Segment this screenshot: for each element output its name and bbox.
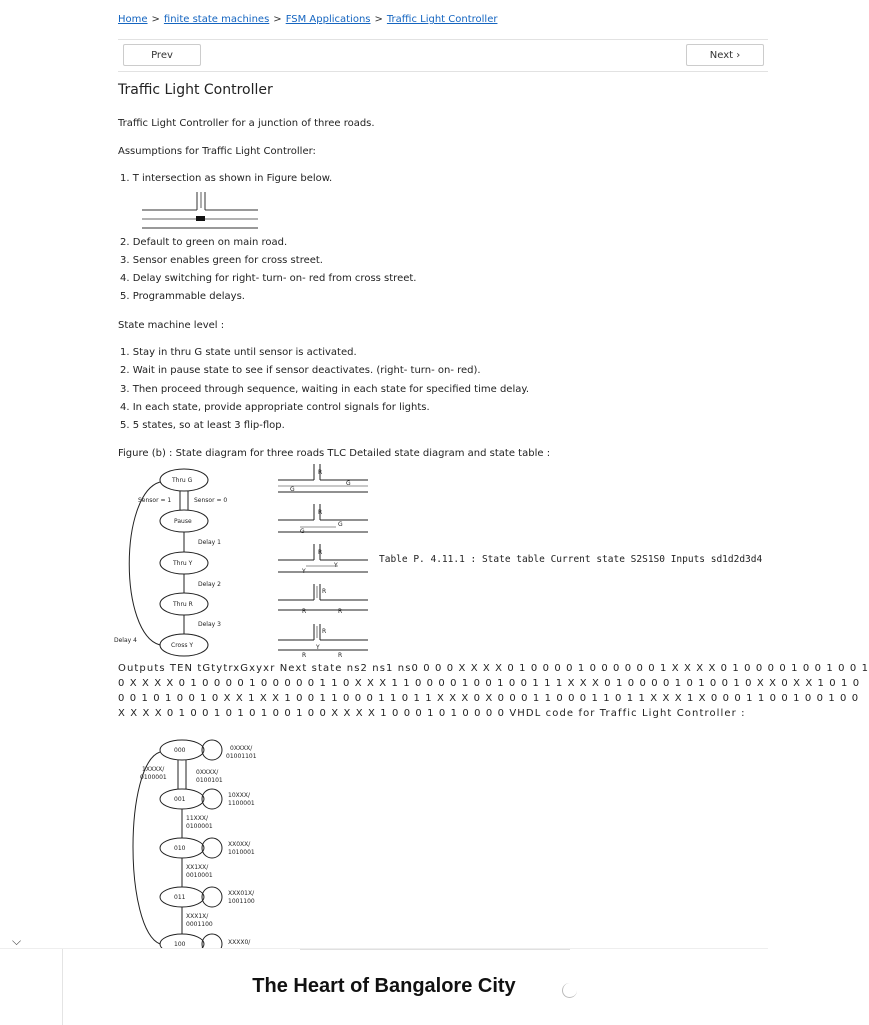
breadcrumb-separator: > (374, 14, 383, 25)
transition-label: Delay 3 (198, 621, 221, 628)
transition-label: 1001100 (228, 898, 255, 905)
light-label: R (338, 652, 343, 659)
light-label: Y (316, 644, 320, 651)
breadcrumb-applications-link[interactable]: FSM Applications (285, 14, 371, 25)
light-label: R (322, 588, 327, 595)
transition-label: XXX01X/ (228, 890, 255, 897)
list-item: 3. Sensor enables green for cross street. (120, 255, 323, 266)
divider (300, 949, 570, 950)
state-label: Pause (174, 518, 192, 525)
list-item: 3. Then proceed through sequence, waiting in each state for specified time delay. (120, 384, 530, 395)
figure-caption: Figure (b) : State diagram for three roads TLC Detailed state diagram and state table : (118, 448, 551, 459)
transition-label: 0100001 (186, 823, 213, 830)
transition-label: 0100001 (140, 774, 167, 781)
breadcrumb-fsm-link[interactable]: finite state machines (163, 14, 270, 25)
transition-label: Delay 1 (198, 539, 221, 546)
list-item: 1. T intersection as shown in Figure below. (120, 173, 333, 184)
ad-title: The Heart of Bangalore City (252, 975, 516, 997)
light-label: Y (334, 562, 338, 569)
outputs-line: Outputs TEN tGtytrxGxyxr Next state ns2 ns1 ns0 0 0 0 X X X X 0 1 0 0 0 0 1 0 0 0 0 0 0 1 X X X X 0 1 0 0 0 0 1 0 0 1 0 0 1 (118, 663, 869, 674)
state-code: 100 (174, 941, 186, 948)
transition-label: XX1XX/ (186, 864, 209, 871)
light-label: R (302, 652, 307, 659)
transition-label: XX0XX/ (228, 841, 251, 848)
state-label: Thru G (172, 477, 193, 484)
breadcrumb (118, 14, 497, 25)
encoded-state-diagram (124, 734, 284, 948)
transition-label: XXX1X/ (186, 913, 209, 920)
ad-banner[interactable] (0, 948, 768, 1025)
light-label: R (338, 608, 343, 615)
light-label: Y (302, 568, 306, 575)
divider (118, 39, 768, 40)
outputs-line: 0 0 1 0 1 0 0 1 0 X X 1 X X 1 0 0 1 1 0 0 0 1 1 0 1 1 X X X 0 X 0 0 0 1 1 0 0 0 1 1 0 1 1 X X X 1 X 0 0 0 1 1 0 0 1 0 0 1 0 0 (118, 693, 860, 704)
breadcrumb-home-link[interactable]: Home (118, 14, 148, 25)
state-diagram (114, 464, 244, 659)
transition-label: 0XXXX/ (196, 769, 219, 776)
outputs-line: 0 X X X X 0 1 0 0 0 0 1 0 0 0 0 0 1 1 0 X X X 1 1 0 0 0 0 1 0 0 1 0 0 1 1 1 X X X 0 1 0 0 0 0 1 0 1 0 0 1 0 X X 0 X X 1 0 1 0 (118, 678, 861, 689)
prev-button[interactable] (123, 44, 201, 66)
breadcrumb-separator: > (273, 14, 282, 25)
state-code: 011 (174, 894, 186, 901)
divider (118, 71, 768, 72)
next-label: Next (709, 50, 734, 61)
transition-label: 0100101 (196, 777, 223, 784)
transition-label: 0XXXX/ (230, 745, 253, 752)
transition-label: 10XXX/ (228, 792, 250, 799)
list-item: 4. In each state, provide appropriate control signals for lights. (120, 402, 430, 413)
outputs-line: X X X X 0 1 0 0 1 0 1 0 1 0 0 1 0 0 X X X X 1 0 0 0 1 0 1 0 0 0 0 VHDL code for Traffic Light Controller : (118, 708, 746, 719)
list-item: 2. Wait in pause state to see if sensor deactivates. (right- turn- on- red). (120, 365, 481, 376)
light-label: G (346, 480, 351, 487)
light-label: R (318, 549, 323, 556)
state-code: 010 (174, 845, 186, 852)
intro-text: Traffic Light Controller for a junction of three roads. (118, 118, 375, 129)
road-light-diagrams (276, 460, 372, 660)
light-label: R (318, 509, 323, 516)
list-item: 5. Programmable delays. (120, 291, 245, 302)
light-label: R (318, 469, 323, 476)
transition-label: 1010001 (228, 849, 255, 856)
state-label: Thru Y (173, 560, 193, 567)
transition-label: Sensor = 1 (138, 497, 172, 504)
list-item: 2. Default to green on main road. (120, 237, 288, 248)
transition-label: Delay 4 (114, 637, 137, 644)
state-code: 000 (174, 747, 186, 754)
transition-label: Sensor = 0 (194, 497, 228, 504)
t-intersection-figure (142, 190, 260, 232)
chevron-down-icon[interactable]: ⌵ (12, 934, 22, 948)
transition-label: 1XXXX/ (142, 766, 165, 773)
light-label: G (290, 486, 295, 493)
state-label: Thru R (173, 601, 193, 608)
transition-label: 11XXX/ (186, 815, 208, 822)
outputs-text (118, 661, 869, 721)
light-label: G (300, 528, 305, 535)
light-label: G (338, 521, 343, 528)
state-code: 001 (174, 796, 186, 803)
light-label: R (322, 628, 327, 635)
state-label: Cross Y (171, 642, 194, 649)
transition-label: 01001101 (226, 753, 257, 760)
list-item: 5. 5 states, so at least 3 flip-flop. (120, 420, 285, 431)
table-caption: Table P. 4.11.1 : State table Current state S2S1S0 Inputs sd1d2d3d4 (379, 554, 763, 565)
state-machine-heading: State machine level : (118, 320, 225, 331)
list-item: 4. Delay switching for right- turn- on- red from cross street. (120, 273, 417, 284)
breadcrumb-current-link[interactable]: Traffic Light Controller (386, 14, 498, 25)
next-button[interactable] (686, 44, 764, 66)
page-title: Traffic Light Controller (118, 82, 273, 98)
transition-label: Delay 2 (198, 581, 221, 588)
transition-label: XXXX0/ (228, 939, 251, 946)
light-label: R (302, 608, 307, 615)
transition-label: 0010001 (186, 872, 213, 879)
transition-label: 1100001 (228, 800, 255, 807)
assumptions-heading: Assumptions for Traffic Light Controller: (118, 146, 316, 157)
loading-icon (562, 983, 577, 998)
prev-label: Prev (151, 50, 173, 61)
list-item: 1. Stay in thru G state until sensor is activated. (120, 347, 357, 358)
breadcrumb-separator: > (151, 14, 160, 25)
transition-label: 0001100 (186, 921, 213, 928)
chevron-right-icon: › (736, 50, 741, 61)
